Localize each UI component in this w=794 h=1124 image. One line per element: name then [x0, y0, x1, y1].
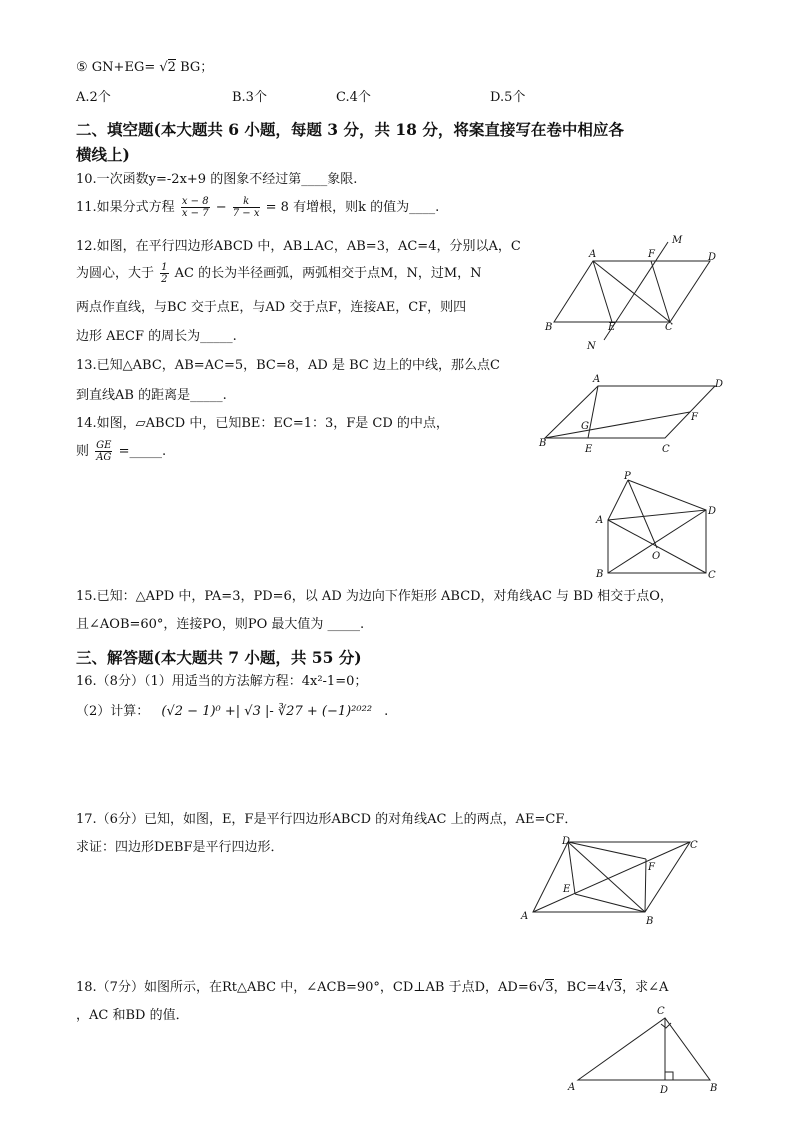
fig15-pd — [628, 480, 706, 510]
fig17-label-d: D — [562, 836, 571, 847]
fig12-cf — [651, 261, 670, 322]
fig18-label-a: A — [568, 1082, 576, 1093]
q14-line1: 14.如图，▱ABCD 中，已知BE：EC=1：3，F是 CD 的中点， — [76, 416, 449, 431]
q12-line4: 边形 AECF 的周长为_____. — [76, 329, 237, 344]
fig17-label-b: B — [646, 916, 654, 927]
fig17-db — [568, 842, 645, 912]
fig14-label-g: G — [581, 421, 589, 432]
circled-5: ⑤ — [76, 60, 88, 75]
fig14-label-d: D — [715, 379, 724, 390]
q9-item5: ⑤ GN+EG= √2 BG； — [76, 60, 214, 75]
fig18-label-c: C — [657, 1006, 665, 1017]
fig12-ae — [593, 261, 612, 322]
fig12-ac — [593, 261, 670, 322]
q17-line1: 17.（6分）已知，如图，E，F是平行四边形ABCD 的对角线AC 上的两点，AE=CF． — [76, 812, 578, 827]
figure-q17 — [515, 830, 715, 930]
fig17-label-f: F — [648, 862, 655, 873]
fig14-label-e: E — [585, 444, 593, 455]
q13-line1: 13.已知△ABC，AB=AC=5，BC=8，AD 是 BC 边上的中线，那么点C — [76, 358, 500, 373]
q18-line1: 18.（7分）如图所示，在Rt△ABC 中，∠ACB=90°，CD⊥AB 于点D，AD=6√3，BC=4√3，求∠A — [76, 980, 669, 995]
fig12-label-n: N — [587, 341, 596, 352]
fig14-label-c: C — [662, 444, 670, 455]
fig14-label-a: A — [593, 374, 601, 385]
q13-line2: 到直线AB 的距离是_____. — [76, 388, 227, 403]
fig15-label-o: O — [652, 551, 661, 562]
fig12-label-f: F — [648, 249, 655, 260]
fig18-triangle — [578, 1018, 710, 1080]
fig14-label-b: B — [539, 438, 547, 449]
fig12-label-b: B — [545, 322, 553, 333]
q15-line2: 且∠AOB=60°，连接PO，则PO 最大值为 _____. — [76, 617, 365, 632]
fig14-label-f: F — [691, 412, 698, 423]
fig18-label-b: B — [710, 1083, 718, 1094]
figure-q14 — [535, 370, 735, 460]
fig18-right-angle-d — [665, 1072, 673, 1080]
section2-heading-line1: 二、填空题(本大题共 6 小题，每题 3 分，共 18 分，将案直接写在卷中相应各 — [76, 120, 624, 139]
option-c: C.4个 — [336, 90, 371, 105]
fig15-pa — [608, 480, 628, 520]
fig15-ac — [608, 520, 706, 573]
fig17-label-a: A — [521, 911, 529, 922]
fig17-fb — [645, 859, 646, 912]
q18-line2: ，AC 和BD 的值． — [76, 1008, 189, 1023]
fig17-df — [568, 842, 646, 859]
fig15-label-p: P — [624, 471, 631, 482]
q10-text: 10.一次函数y=-2x+9 的图象不经过第____象限. — [76, 172, 358, 187]
fig12-label-d: D — [708, 252, 717, 263]
q12-half: $\frac{1}{2}$ — [161, 262, 168, 285]
q12-line3: 两点作直线，与BC 交于点E，与AD 交于点F，连接AE，CF，则四 — [76, 300, 467, 315]
q12-line2: 为圆心，大于 $\frac{1}{2}$ AC 的长为半径画弧，两弧相交于点M，N，过M，N — [76, 262, 482, 285]
fig15-label-c: C — [708, 570, 716, 581]
fig17-label-e: E — [563, 884, 571, 895]
fig15-label-d: D — [708, 506, 717, 517]
q11-fraction-2: $\frac{k}{7 - x}$ — [232, 196, 260, 219]
q15-line1: 15.已知：△APD 中，PA=3，PD=6，以 AD 为边向下作矩形 ABCD，对角线AC 与 BD 相交于点O， — [76, 589, 673, 604]
q11-fraction-1: $\frac{x - 8}{x - 7}$ — [181, 196, 209, 219]
fig15-po — [628, 480, 657, 548]
option-b: B.3个 — [232, 90, 267, 105]
q14-fraction: $\frac{GE}{AG}$ — [96, 440, 112, 463]
option-a: A.2个 — [76, 90, 111, 105]
fig18-label-d: D — [660, 1085, 669, 1096]
section3-heading: 三、解答题(本大题共 7 小题，共 55 分) — [76, 648, 362, 667]
q12-line1: 12.如图，在平行四边形ABCD 中，AB⊥AC，AB=3，AC=4，分别以A，C — [76, 239, 521, 254]
fig15-label-b: B — [596, 569, 604, 580]
q17-line2: 求证：四边形DEBF是平行四边形． — [76, 840, 284, 855]
fig12-label-a: A — [589, 249, 597, 260]
figure-q12 — [540, 232, 730, 352]
q16-line1: 16.（8分）（1）用适当的方法解方程：4x²-1=0； — [76, 674, 368, 689]
fig12-label-e: E — [608, 322, 616, 333]
figure-q15 — [590, 470, 730, 585]
fig12-label-c: C — [665, 322, 673, 333]
fig15-label-a: A — [596, 515, 604, 526]
section2-heading-line2: 横线上) — [76, 145, 130, 164]
q16-line2: （2）计算： (√2 − 1)⁰ +| √3 |- ∛27 + (−1)²⁰²² . — [76, 704, 389, 719]
q14-line2: 则 $\frac{GE}{AG}$ =_____. — [76, 440, 167, 463]
option-d: D.5个 — [490, 90, 526, 105]
fig17-label-c: C — [690, 840, 698, 851]
q16-expression: (√2 − 1)⁰ +| √3 |- ∛27 + (−1)²⁰²² — [161, 704, 373, 719]
fig15-bd — [608, 510, 706, 573]
fig12-label-m: M — [672, 235, 683, 246]
fig17-ac — [533, 842, 690, 912]
figure-q18 — [560, 1000, 730, 1100]
q11: 11.如果分式方程 $\frac{x - 8}{x - 7}$ − $\frac{k}{7 - x} = 8$ 有增根，则k 的值为____. — [76, 196, 440, 219]
